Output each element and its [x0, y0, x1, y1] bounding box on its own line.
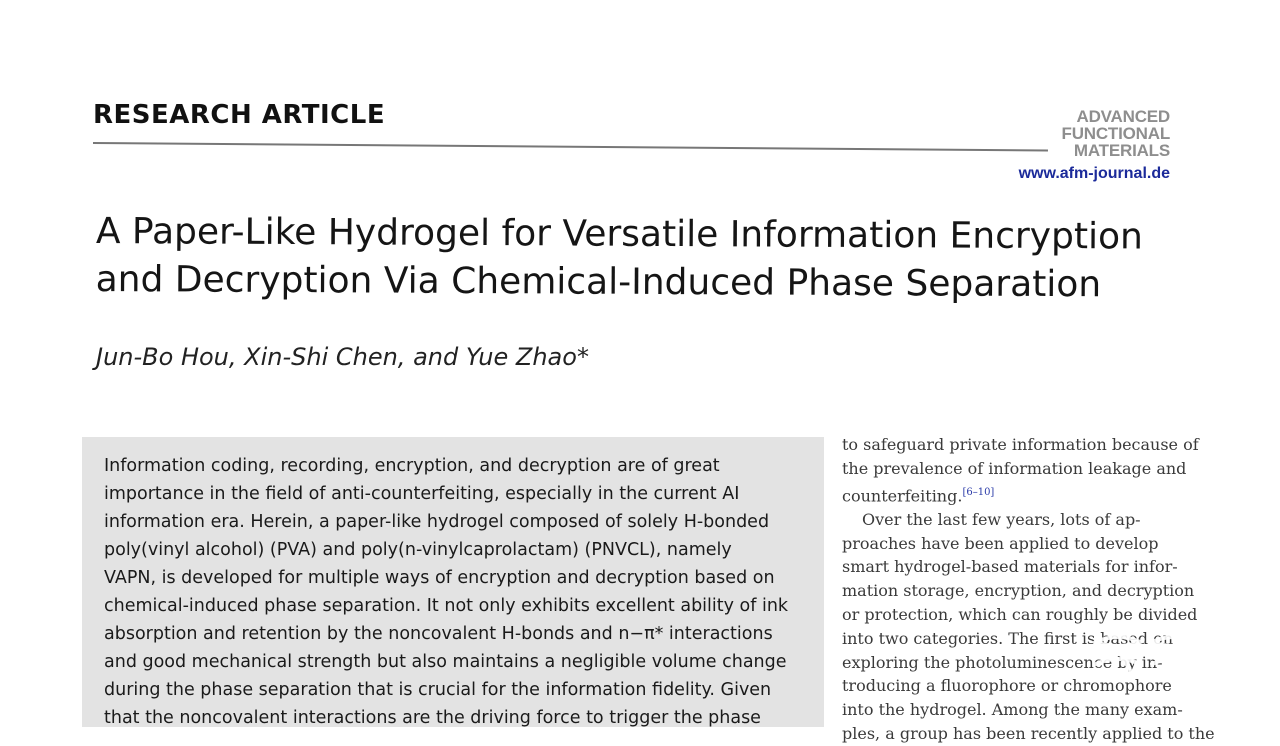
abstract-line: that the noncovalent interactions are the driving force to trigger the phase: [104, 708, 761, 728]
body-line: smart hydrogel-based materials for infor-: [842, 557, 1178, 577]
abstract-text: [104, 452, 814, 732]
header-divider: [93, 142, 1048, 152]
body-line: Over the last few years, lots of ap-: [862, 509, 1141, 529]
author-list: Jun-Bo Hou, Xin-Shi Chen, and Yue Zhao*: [96, 343, 589, 371]
title-line-2: and Decryption Via Chemical-Induced Phase Separation: [95, 258, 1102, 306]
body-line: mation storage, encryption, and decryption: [842, 581, 1195, 601]
logo-line-2: FUNCTIONAL: [1061, 124, 1170, 143]
body-line-text: counterfeiting.: [842, 485, 963, 505]
abstract-line: Information coding, recording, encryption, and decryption are of great: [104, 456, 720, 476]
journal-logo: [1040, 108, 1170, 159]
body-line: to safeguard private information because of: [842, 435, 1199, 454]
body-line: [842, 481, 1187, 508]
watermark-logo-icon: [1088, 630, 1208, 676]
abstract-line: VAPN, is developed for multiple ways of encryption and decryption based on: [104, 568, 775, 588]
abstract-line: poly(vinyl alcohol) (PVA) and poly(n-vinylcaprolactam) (PNVCL), namely: [104, 540, 732, 560]
section-label: RESEARCH ARTICLE: [93, 100, 386, 130]
body-line: into two categories. The first is based on: [842, 628, 1174, 648]
title-line-1: A Paper-Like Hydrogel for Versatile Information Encryption: [95, 210, 1143, 258]
body-line: or protection, which can roughly be divided: [842, 604, 1198, 624]
abstract-line: chemical-induced phase separation. It not only exhibits excellent ability of ink: [104, 596, 789, 616]
abstract-line: importance in the field of anti-counterfeiting, especially in the current AI: [104, 484, 740, 504]
abstract-line: absorption and retention by the noncovalent H-bonds and n−π* interactions: [104, 624, 773, 644]
citation-link[interactable]: [6–10]: [962, 486, 995, 498]
body-line: into the hydrogel. Among the many exam-: [842, 700, 1183, 720]
body-line: proaches have been applied to develop: [842, 533, 1159, 553]
abstract-line: and good mechanical strength but also maintains a negligible volume change: [104, 652, 787, 672]
logo-line-1: ADVANCED: [1076, 107, 1170, 126]
logo-line-3: MATERIALS: [1073, 141, 1170, 160]
body-line: troducing a fluorophore or chromophore: [842, 676, 1172, 696]
body-line: exploring the photoluminescence by in-: [842, 652, 1163, 672]
abstract-line: information era. Herein, a paper-like hydrogel composed of solely H-bonded: [104, 512, 770, 532]
journal-url-link[interactable]: www.afm-journal.de: [1018, 165, 1170, 182]
abstract-line: during the phase separation that is crucial for the information fidelity. Given: [104, 680, 772, 700]
body-line: the prevalence of information leakage and: [842, 458, 1187, 478]
body-column: [842, 433, 1215, 746]
article-title: [95, 208, 1195, 310]
body-line: ples, a group has been recently applied to the: [842, 723, 1215, 743]
